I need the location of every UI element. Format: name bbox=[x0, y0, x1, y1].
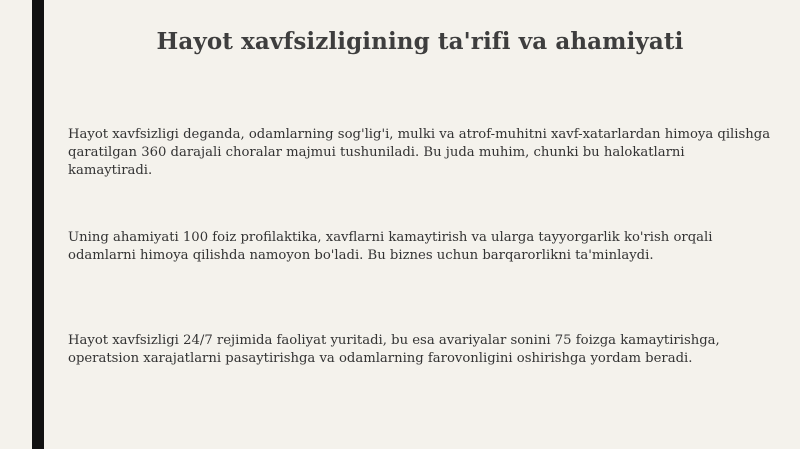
slide-title: Hayot xavfsizligining ta'rifi va ahamiyati bbox=[156, 28, 684, 55]
paragraph-operation: Hayot xavfsizligi 24/7 rejimida faoliyat yuritadi, bu esa avariyalar sonini 75 foizga kamaytirishga, operatsion xarajatlarni pasaytirishga va odamlarning farovonligini oshirishga yordam beradi. bbox=[68, 333, 720, 366]
paragraph-importance: Uning ahamiyati 100 foiz profilaktika, xavflarni kamaytirish va ularga tayyorgarlik ko'rish orqali odamlarni himoya qilishda namoyon bo'ladi. Bu biznes uchun barqarorlikni ta'minlaydi. bbox=[68, 230, 713, 263]
accent-bar bbox=[32, 0, 44, 449]
paragraph-definition: Hayot xavfsizligi deganda, odamlarning sog'lig'i, mulki va atrof-muhitni xavf-xatarlardan himoya qilishga qaratilgan 360 darajali choralar majmui tushuniladi. Bu juda muhim, chunki bu halokatlarni kamaytiradi. bbox=[68, 127, 771, 178]
